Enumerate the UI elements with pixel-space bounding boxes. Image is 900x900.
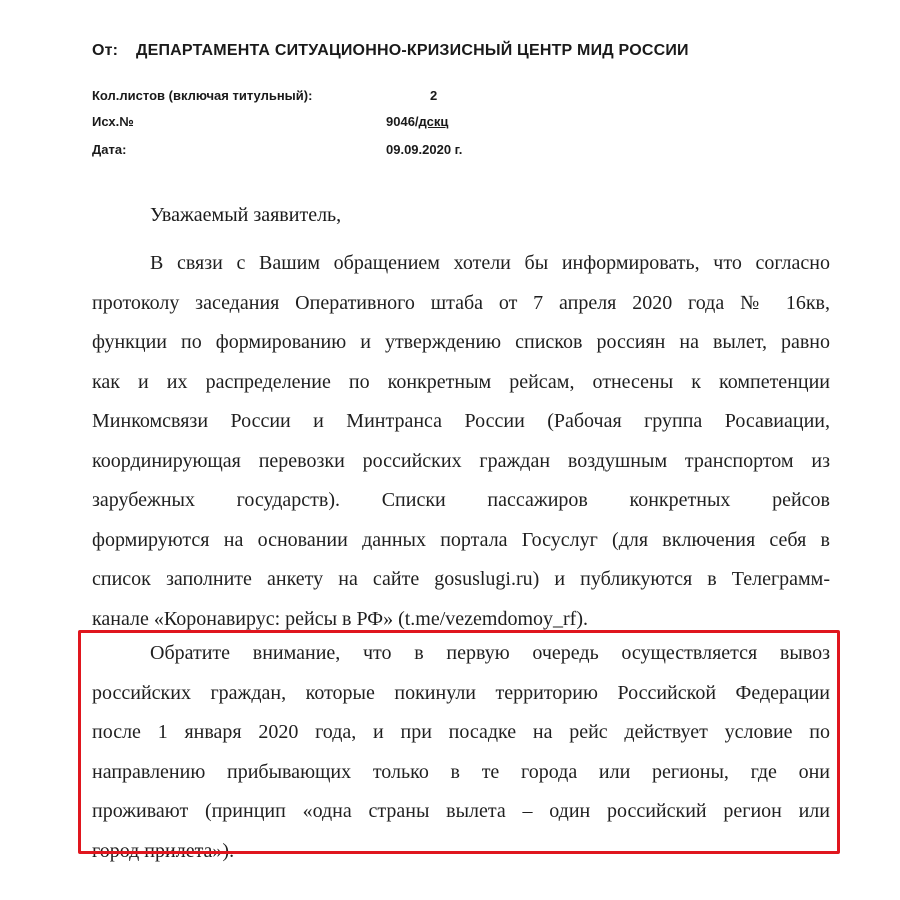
text-line: протоколу заседания Оперативного штаба от 7 апреля 2020 года № 16кв,	[92, 291, 830, 314]
ref-number-label: Исх.№	[92, 114, 134, 129]
text-line: координирующая перевозки российских граждан воздушным транспортом из	[92, 449, 830, 472]
ref-number-value	[386, 114, 448, 129]
sheets-count-label: Кол.листов (включая титульный):	[92, 88, 313, 103]
date-value: 09.09.2020 г.	[386, 142, 463, 157]
text-line: проживают (принцип «одна страны вылета – один российский регион или	[92, 800, 830, 822]
sender-line	[92, 42, 689, 60]
ref-number: 9046/	[386, 114, 419, 129]
sheets-count-value: 2	[430, 88, 438, 103]
text-line: функции по формированию и утверждению списков россиян на вылет, равно	[92, 331, 830, 353]
text-line: российских граждан, которые покинули территорию Российской Федерации	[92, 681, 830, 704]
text-line: формируются на основании данных портала Госуслуг (для включения себя в	[92, 528, 830, 551]
text-line: как и их распределение по конкретным рейсам, отнесены к компетенции	[92, 370, 830, 393]
date-label: Дата:	[92, 142, 127, 157]
ref-suffix: дскц	[418, 114, 449, 129]
text-line: канале «Коронавирус: рейсы в РФ» (t.me/vezemdomoy_rf).	[92, 607, 588, 630]
text-line: город прилета»).	[92, 839, 235, 862]
text-line: список заполните анкету на сайте gosuslugi.ru) и публикуются в Телеграмм-	[92, 568, 830, 590]
sender-name: ДЕПАРТАМЕНТА СИТУАЦИОННО-КРИЗИСНЫЙ ЦЕНТР МИД РОССИИ	[136, 42, 689, 59]
greeting: Уважаемый заявитель,	[150, 204, 342, 226]
from-label: От:	[92, 42, 119, 59]
text-line: Обратите внимание, что в первую очередь осуществляется вывоз	[150, 642, 830, 664]
text-line: после 1 января 2020 года, и при посадке на рейс действует условие по	[92, 721, 830, 743]
text-line: направлению прибывающих только в те города или регионы, где они	[92, 760, 830, 783]
text-line: зарубежных государств). Списки пассажиров конкретных рейсов	[92, 489, 830, 511]
text-line: В связи с Вашим обращением хотели бы информировать, что согласно	[150, 252, 830, 274]
paragraph-main	[92, 244, 830, 639]
text-line: Минкомсвязи России и Минтранса России (Рабочая группа Росавиации,	[92, 410, 830, 432]
highlight-frame	[78, 630, 840, 854]
